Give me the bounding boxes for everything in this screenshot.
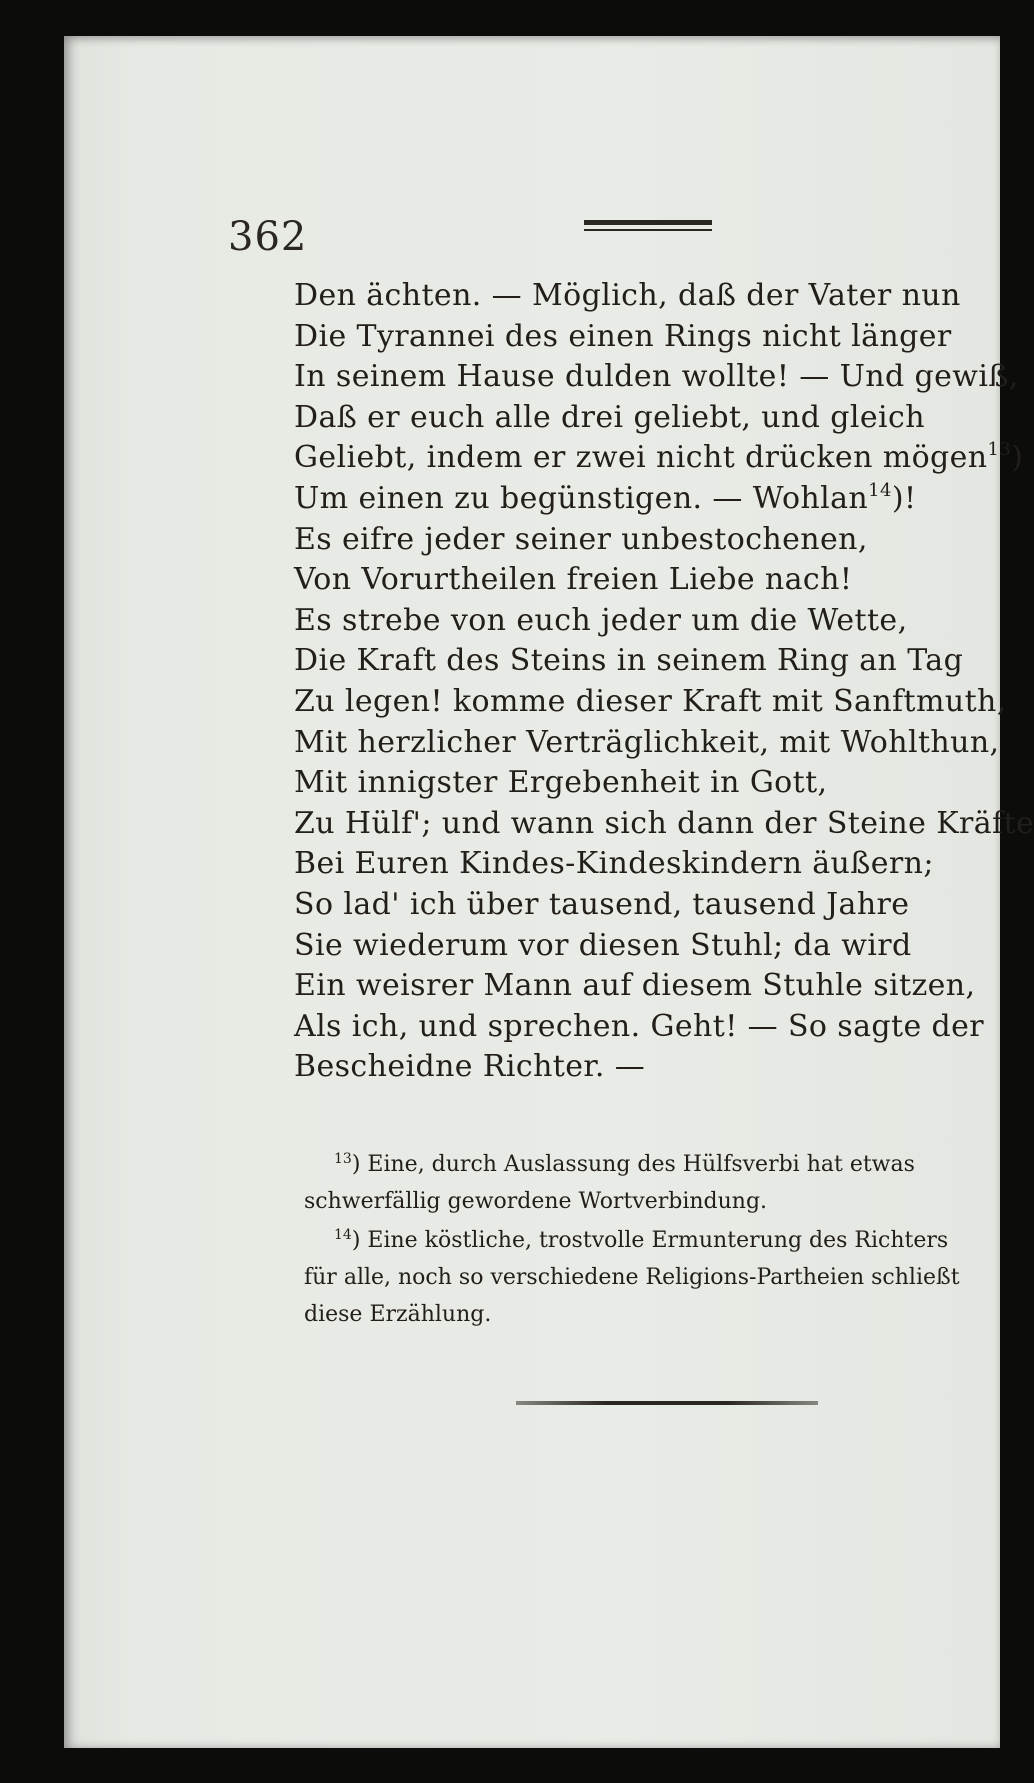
verse-line-text: Sie wiederum vor diesen Stuhl; da wird (294, 927, 912, 963)
verse-line-text: Daß er euch alle drei geliebt, und gleich (294, 399, 925, 435)
verse-line (294, 438, 1024, 479)
verse-line (294, 844, 1014, 885)
footnote-line (304, 1296, 1024, 1333)
verse-line-text: Bei Euren Kindes-Kindeskindern äußern; (294, 846, 934, 882)
footnote (304, 1222, 1024, 1333)
verse-line (294, 966, 1014, 1007)
verse-line (294, 276, 1014, 317)
verse-line (294, 560, 1014, 601)
verse-line-tail: )! (891, 480, 917, 516)
verse-line (294, 479, 1014, 520)
footnote-line (304, 1183, 1024, 1220)
end-rule (516, 1401, 818, 1405)
verse-line-text: Geliebt, indem er zwei nicht drücken mögen (294, 440, 988, 476)
verse-line-text: Von Vorurtheilen freien Liebe nach! (294, 562, 853, 598)
footnote-text: schwerfällig gewordene Wortverbindung. (304, 1189, 768, 1214)
verse-line (294, 520, 1014, 561)
footnote-line (304, 1259, 1024, 1296)
footnote-number: 13 (334, 1151, 352, 1167)
footnote-number: 14 (334, 1227, 352, 1243)
header-rule-thick (584, 220, 712, 225)
verse-line-text: Um einen zu begünstigen. — Wohlan (294, 480, 869, 516)
footnote (304, 1146, 1024, 1220)
verse-line-text: Als ich, und sprechen. Geht! — So sagte der (294, 1008, 985, 1044)
verse-line-text: Die Kraft des Steins in seinem Ring an Tag (294, 643, 964, 679)
verse-line (294, 1007, 1014, 1048)
header-rule-thin (584, 229, 712, 231)
verse-line (294, 763, 1014, 804)
verse-text (294, 276, 1034, 1088)
verse-line (294, 317, 1014, 358)
footnote-text: ) Eine köstliche, trostvolle Ermunterung des Richters (351, 1228, 949, 1253)
verse-line-text: Mit innigster Ergebenheit in Gott, (294, 765, 828, 801)
footnote-line (304, 1222, 1024, 1259)
verse-line-text: Ein weisrer Mann auf diesem Stuhle sitzen, (294, 968, 976, 1004)
verse-line-text: So lad' ich über tausend, tausend Jahre (294, 886, 910, 922)
verse-line (294, 885, 1014, 926)
verse-line (294, 804, 1034, 845)
verse-line-text: Den ächten. — Möglich, daß der Vater nun (294, 278, 961, 313)
footnote-text: diese Erzählung. (304, 1302, 492, 1327)
verse-line-text: Mit herzlicher Verträglichkeit, mit Wohlthun, (294, 724, 1000, 760)
verse-line (294, 682, 1014, 723)
verse-line-text: Die Tyrannei des einen Rings nicht länger (294, 318, 952, 354)
verse-line-text: Bescheidne Richter. — (294, 1049, 646, 1085)
verse-line (294, 398, 1014, 439)
verse-line (294, 357, 1019, 398)
footnote-marker: 13 (987, 439, 1012, 461)
header-rule (584, 220, 712, 234)
footnote-text: ) Eine, durch Auslassung des Hülfsverbi hat etwas (351, 1152, 915, 1177)
verse-line-text: Es strebe von euch jeder um die Wette, (294, 602, 908, 638)
verse-line (294, 641, 1014, 682)
verse-line-text: Zu Hülf'; und wann sich dann der Steine Kräfte (294, 805, 1034, 841)
verse-line-text: Es eifre jeder seiner unbestochenen, (294, 521, 868, 557)
page-number: 362 (228, 214, 308, 260)
footnote-line (304, 1146, 1024, 1183)
verse-line-text: In seinem Hause dulden wollte! — Und gewiß, (294, 359, 1019, 395)
book-page (64, 36, 1034, 1748)
verse-line-tail: ) (1011, 440, 1024, 476)
footnote-marker: 14 (868, 479, 892, 501)
verse-line (294, 1047, 1014, 1088)
verse-line-text: Zu legen! komme dieser Kraft mit Sanftmuth, (294, 683, 1007, 719)
footnote-text: für alle, noch so verschiedene Religions-Partheien schließt (304, 1265, 960, 1290)
verse-line (294, 601, 1014, 642)
footnotes (304, 1146, 1024, 1335)
verse-line (294, 723, 1014, 764)
verse-line (294, 926, 1014, 967)
